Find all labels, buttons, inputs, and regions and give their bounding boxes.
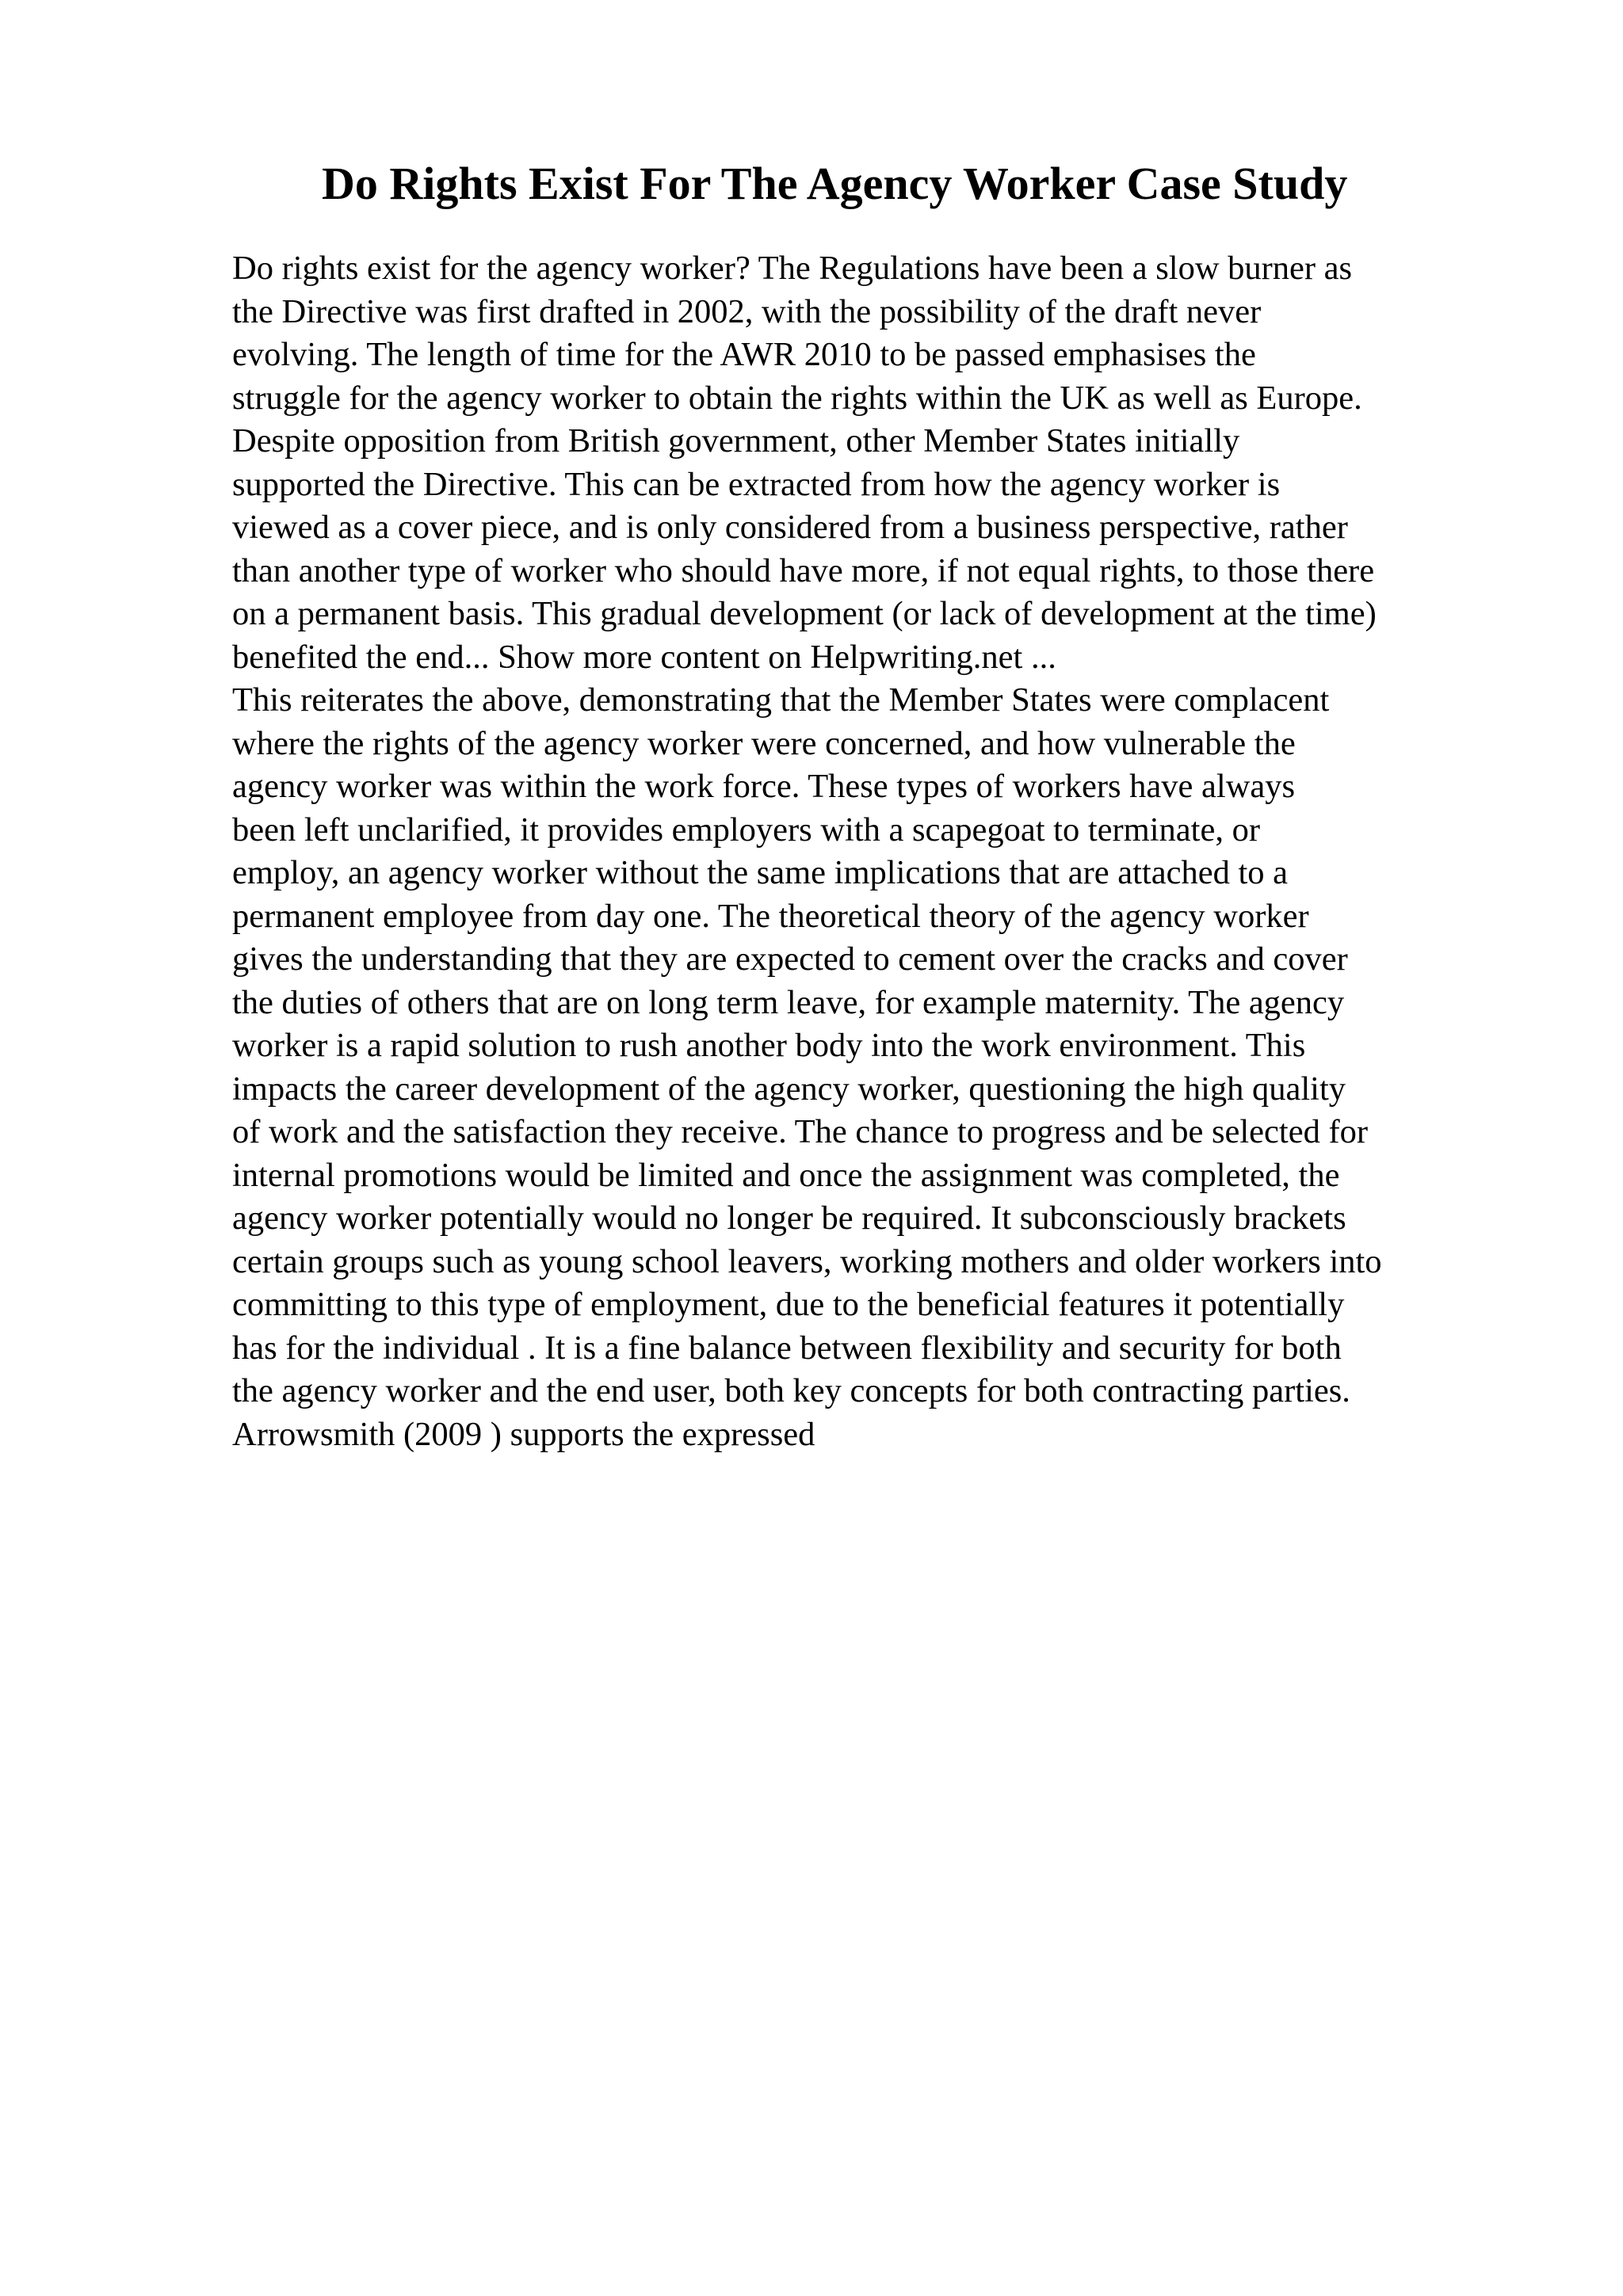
body-line: Arrowsmith (2009 ) supports the expressed bbox=[232, 1415, 815, 1453]
body-line: impacts the career development of the agency worker, questioning the high quality bbox=[232, 1070, 1346, 1108]
body-line: Do rights exist for the agency worker? The Regulations have been a slow burner as bbox=[232, 250, 1353, 287]
body-line: the Directive was first drafted in 2002, with the possibility of the draft never bbox=[232, 292, 1262, 330]
body-line: struggle for the agency worker to obtain the rights within the UK as well as Europe. bbox=[232, 379, 1362, 417]
body-line: viewed as a cover piece, and is only considered from a business perspective, rather bbox=[232, 509, 1348, 546]
body-line: on a permanent basis. This gradual development (or lack of development at the time) bbox=[232, 595, 1377, 632]
body-line: gives the understanding that they are expected to cement over the cracks and cover bbox=[232, 940, 1348, 978]
body-line: the agency worker and the end user, both key concepts for both contracting parties. bbox=[232, 1372, 1350, 1409]
body-line: the duties of others that are on long term leave, for example maternity. The agency bbox=[232, 983, 1345, 1021]
body-line: than another type of worker who should have more, if not equal rights, to those there bbox=[232, 551, 1375, 589]
body-line: where the rights of the agency worker were concerned, and how vulnerable the bbox=[232, 724, 1296, 762]
body-line: of work and the satisfaction they receive. The chance to progress and be selected for bbox=[232, 1113, 1369, 1150]
body-line: agency worker was within the work force. These types of workers have always bbox=[232, 768, 1296, 805]
body-line: been left unclarified, it provides employers with a scapegoat to terminate, or bbox=[232, 810, 1260, 849]
body-line: certain groups such as young school leavers, working mothers and older workers into bbox=[232, 1242, 1382, 1280]
body-line: employ, an agency worker without the same implications that are attached to a bbox=[232, 854, 1288, 891]
body-line: permanent employee from day one. The theoretical theory of the agency worker bbox=[232, 897, 1309, 935]
body-line: benefited the end... Show more content on Helpwriting.net ... bbox=[232, 638, 1056, 676]
body-line: has for the individual . It is a fine balance between flexibility and security for both bbox=[232, 1329, 1342, 1367]
body-line: supported the Directive. This can be extracted from how the agency worker is bbox=[232, 465, 1281, 503]
body-line: internal promotions would be limited and once the assignment was completed, the bbox=[232, 1156, 1340, 1194]
body-line: This reiterates the above, demonstrating that the Member States were complacent bbox=[232, 681, 1330, 719]
body-line: worker is a rapid solution to rush another body into the work environment. This bbox=[232, 1027, 1306, 1064]
body-line: agency worker potentially would no longer be required. It subconsciously brackets bbox=[232, 1199, 1346, 1237]
body-line: evolving. The length of time for the AWR 2010 to be passed emphasises the bbox=[232, 336, 1256, 373]
document-body bbox=[232, 247, 1540, 1456]
body-line: Despite opposition from British government, other Member States initially bbox=[232, 422, 1240, 460]
body-line: committing to this type of employment, due to the beneficial features it potentially bbox=[232, 1286, 1345, 1323]
document-title: Do Rights Exist For The Agency Worker Case Study bbox=[322, 158, 1348, 209]
